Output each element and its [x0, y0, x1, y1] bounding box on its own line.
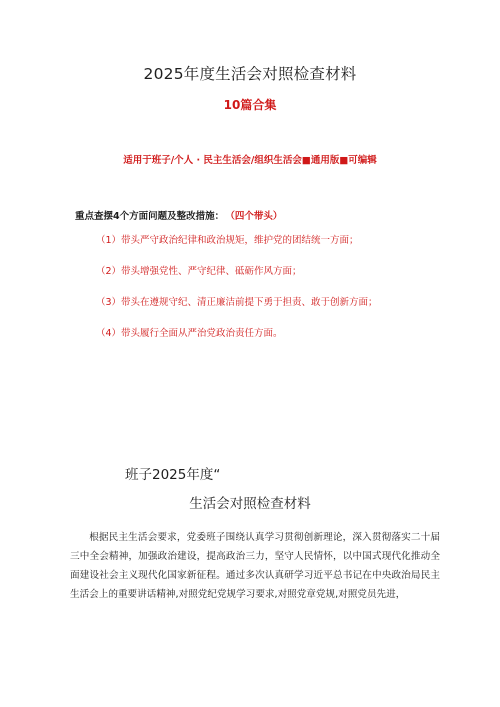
focus-item: （1）带头严守政治纪律和政治规矩，维护党的团结统一方面；	[96, 235, 359, 246]
document-title: 2025年度生活会对照检查材料	[143, 65, 357, 83]
section-title-line-2: 生活会对照检查材料	[189, 496, 311, 512]
scope-line: 适用于班子/个人 · 民主生活会/组织生活会■通用版■可编辑	[123, 155, 377, 166]
focus-item: （2）带头增强党性、严守纪律、砥砺作风方面；	[96, 266, 302, 277]
section-paragraph: 根据民主生活会要求，党委班子围绕认真学习贯彻创新理论，深入贯彻落实二十届三中全会精神，加强政治建设，提高政治三力，坚守人民情怀，以中国式现代化推动全面建设社会主义现代化国家新征程。通过多次认真研学习近平总书记在中央政治局民主生活会上的重要讲话精神,对照党纪党规学习要求,对照党章党规,对照党员先进，	[70, 532, 440, 600]
focus-item: （3）带头在遵规守纪、清正廉洁前提下勇于担责、敢于创新方面；	[96, 297, 378, 308]
focus-heading	[75, 208, 282, 222]
focus-item-list	[96, 234, 378, 358]
focus-tag: （四个带头）	[230, 211, 283, 222]
section-title-line-1: 班子2025年度“	[125, 467, 221, 483]
focus-item: （4）带头履行全面从严治党政治责任方面。	[96, 328, 283, 339]
document-subtitle: 10篇合集	[223, 98, 277, 112]
focus-label: 重点查摆4个方面问题及整改措施：	[75, 211, 225, 222]
